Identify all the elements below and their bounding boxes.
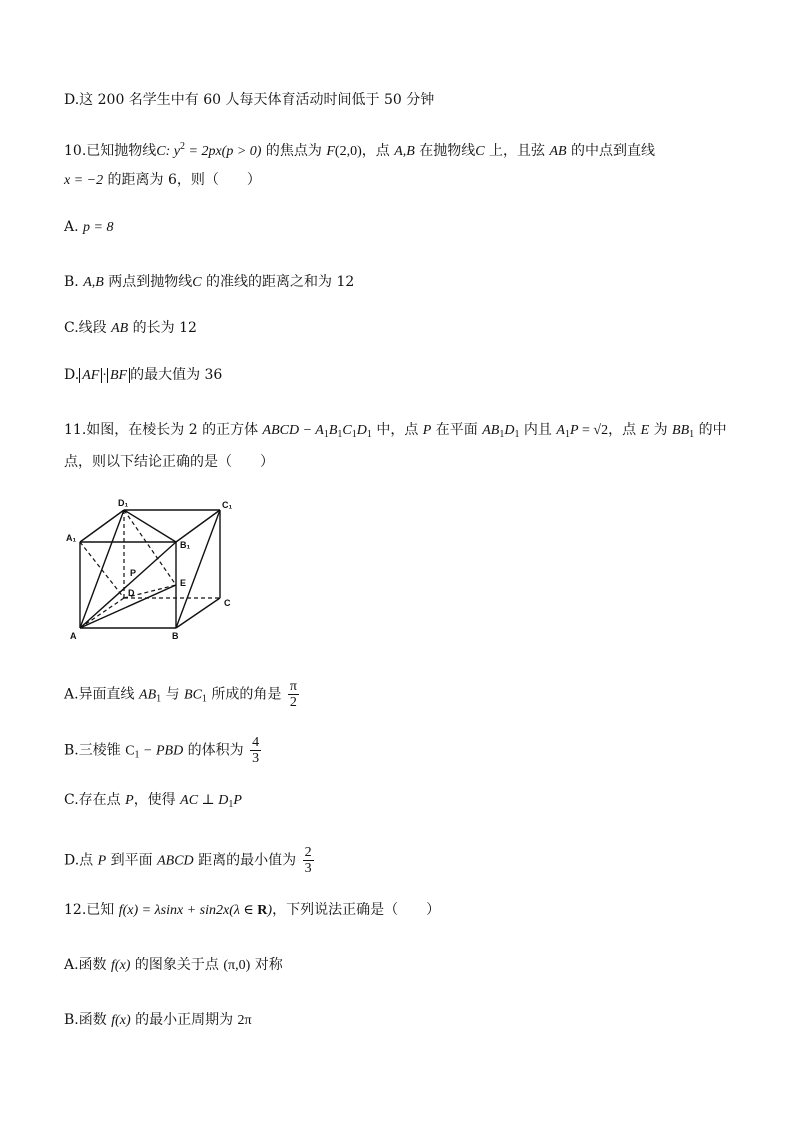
q11-cube: ABCD − A: [262, 423, 324, 438]
q10-option-a: [64, 217, 113, 238]
q10-on-curve-text: 在抛物线: [414, 143, 476, 159]
q10-stem-line1: 10.已知抛物线C: $y^2 = 2px(p > 0)$ 的焦点为 F(2,0)，点 A,B 在抛物线C 上，且弦 AB 的中点到直线: [64, 141, 656, 159]
q10-midpoint-text: 的中点到直线: [566, 143, 656, 159]
q10-option-d: [64, 365, 222, 386]
q10-d-dot: ·: [102, 368, 107, 383]
label-p: P: [130, 568, 137, 578]
q11-b-fraction: $\frac{4}{3}$: [252, 735, 260, 766]
q12-option-a: A.函数 f(x) 的图象关于点 (π,0) 对称: [64, 957, 283, 973]
q10-d-text: 的最大值为 36: [130, 367, 223, 383]
q10-b-c: C: [192, 275, 202, 290]
q11-option-c: C.存在点 P，使得 AC ⊥ $D_1P$: [64, 792, 242, 810]
q10-distance-text: 的距离为 6，则（ ）: [103, 172, 261, 188]
label-c1: C₁: [222, 500, 233, 510]
cube-hidden-edges: [80, 510, 220, 628]
q11-stem-prefix: 11.如图，在棱长为 2 的正方体: [64, 422, 263, 438]
label-d1: D₁: [118, 498, 129, 508]
q10-b-label: B.: [64, 274, 84, 290]
q10-stem-prefix: 10.已知抛物线: [64, 143, 157, 159]
q11-point-text: 中，点: [371, 422, 423, 438]
q12-fx: f(x) = λsinx + sin2x(λ ∈: [118, 903, 258, 918]
q10-a-label: A.: [64, 219, 84, 235]
label-b: B: [172, 631, 179, 641]
q10-b-text2: 的准线的距离之和为 12: [201, 274, 355, 290]
q11-option-a: A.异面直线 $AB_1$ 与 $BC_1$ 所成的角是 $\frac{\pi}{2}$: [64, 679, 297, 710]
q10-chord-text: 上，且弦: [484, 143, 550, 159]
q10-curve-name: C: [156, 144, 166, 159]
label-a: A: [70, 631, 77, 641]
q11-option-d: D.点 P 到平面 ABCD 距离的最小值为 $\frac{2}{3}$: [64, 845, 312, 876]
q10-c-label: C.线段: [64, 320, 112, 336]
q10-b-text1: 两点到抛物线: [103, 274, 193, 290]
q10-d-bf: BF: [107, 368, 130, 383]
q11-plane: AB: [482, 423, 500, 438]
q10-focus-text: 的焦点为: [261, 143, 327, 159]
label-d: D: [128, 588, 135, 598]
q12-stem: 12.已知 f(x) = λsinx + sin2x(λ ∈ R)，下列说法正确是（ ）: [64, 902, 441, 918]
q11-stem-line2-text: 点，则以下结论正确的是（ ）: [64, 454, 274, 470]
q10-b-ab: A,B: [83, 275, 104, 290]
q10-c-text: 的长为 12: [128, 320, 197, 336]
q10-eq-rhs: = 2px(p > 0): [185, 144, 262, 159]
q11-stem-line2: [64, 452, 274, 472]
q10-points-ab: A,B: [394, 144, 415, 159]
q10-d-af: AF: [79, 368, 102, 383]
q9-option-d-text: D.这 200 名学生中有 60 人每天体育活动时间低于 50 分钟: [64, 92, 435, 108]
q10-chord: AB: [549, 144, 567, 159]
label-b1: B₁: [180, 540, 191, 550]
label-e: E: [180, 578, 187, 588]
q10-focus-coords: (2,0): [334, 144, 362, 159]
q10-line-eq: x = −2: [64, 173, 104, 188]
q11-stem-line1: 11.如图，在棱长为 2 的正方体 ABCD − $A_1B_1C_1D_1$ 中，点 P 在平面 $AB_1D_1$ 内且 $A_1P = √2$，点 E 为 $BB_1$ 的中: [64, 422, 727, 440]
q11-d-fraction: $\frac{2}{3}$: [304, 845, 312, 876]
q10-d-label: D.: [64, 367, 80, 383]
q11-option-b: B.三棱锥 $C_1$ − PBD 的体积为 $\frac{4}{3}$: [64, 735, 260, 766]
q11-a-fraction: $\frac{\pi}{2}$: [289, 679, 297, 710]
q9-option-d: [64, 90, 434, 110]
cube-solid-edges: [80, 510, 220, 628]
q10-eq-lhs: : y: [165, 144, 180, 159]
q10-a-expr: p = 8: [83, 220, 114, 235]
q10-focus-point: F: [326, 144, 335, 159]
q10-curve-name2: C: [475, 144, 485, 159]
label-c: C: [224, 598, 231, 608]
q12-option-b: B.函数 f(x) 的最小正周期为 2π: [64, 1012, 252, 1028]
q10-stem-line2: [64, 170, 261, 191]
q10-option-b: [64, 272, 354, 293]
label-a1: A₁: [66, 533, 77, 543]
q11-ap-eq: = √2: [578, 423, 609, 438]
cube-figure: [62, 496, 242, 646]
q10-points-text: ，点: [361, 143, 395, 159]
q10-option-c: [64, 318, 197, 339]
q10-c-ab: AB: [111, 321, 129, 336]
